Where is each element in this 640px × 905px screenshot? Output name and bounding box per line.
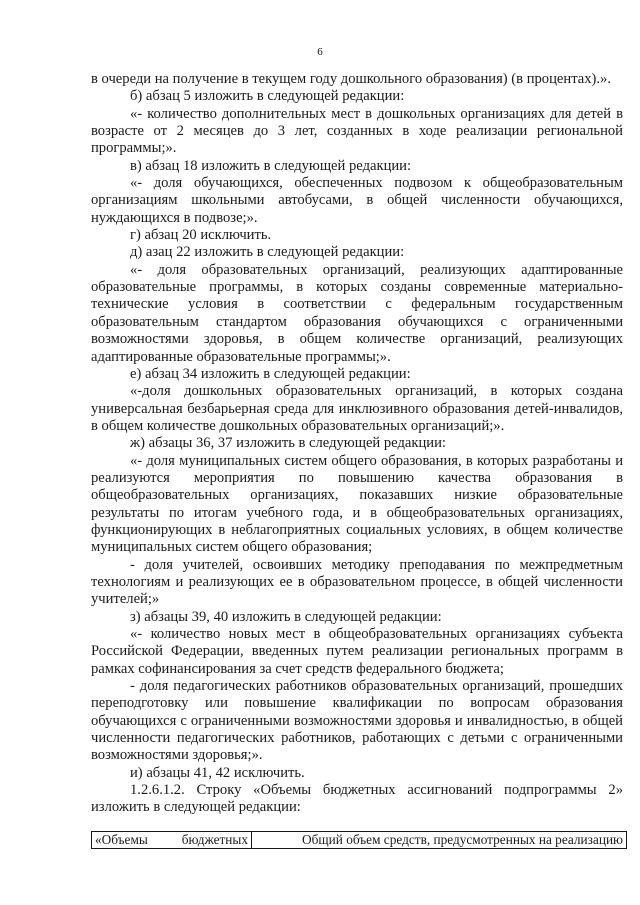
paragraph-5: «- доля обучающихся, обеспеченных подвозом к общеобразовательным организациям школьными автобусами, в общей численности обучающихся, нуждающихся в подвозе;». [91,175,623,226]
table-cell-label [92,832,252,848]
paragraph-18: 1.2.6.1.2. Строку «Объемы бюджетных ассигнований подпрограммы 2» изложить в следующей редакции: [91,782,623,816]
paragraph-15: «- количество новых мест в общеобразовательных организациях субъекта Российской Федерации, введенных путем реализации региональных программ в рамках софинансирования за счет средств федерального бюджета; [91,626,623,677]
paragraph-17: и) абзацы 41, 42 исключить. [130,764,305,781]
paragraph-6: г) абзац 20 исключить. [130,227,272,244]
body-text [91,71,623,817]
paragraph-12: «- доля муниципальных систем общего образования, в которых разработаны и реализуются мероприятия по повышению качества образования в общеобразовательных организациях, показавших низкие образовательные результаты по итогам учебного года, и в общеобразовательных организациях, функционирующих в неблагоприятных социальных условиях, в общем количестве муниципальных систем общего образования; [91,452,623,556]
paragraph-14: з) абзацы 39, 40 изложить в следующей редакции: [130,608,442,625]
budget-table-row [91,831,627,849]
paragraph-8: «- доля образовательных организаций, реализующих адаптированные образовательные программы, в которых созданы современные материально-технические условия в соответствии с федеральным государственным образовательным стандартом образования обучающихся с ограниченными возможностями здоровья, в общем количестве организаций, реализующих адаптированные образовательные программы;». [91,261,623,365]
paragraph-3: «- количество дополнительных мест в дошкольных организациях для детей в возрасте от 2 месяцев до 3 лет, созданных в ходе реализации региональной программы;». [91,105,623,157]
paragraph-2: б) абзац 5 изложить в следующей редакции: [130,88,405,105]
page-number: 6 [317,46,323,58]
table-cell-value: Общий объем средств, предусмотренных на реализацию [302,832,623,847]
paragraph-1: в очереди на получение в текущем году дошкольного образования) (в процентах).». [91,71,611,87]
paragraph-10: «-доля дошкольных образовательных организаций, в которых создана универсальная безбарьерная среда для инклюзивного образования детей-инвалидов, в общем количестве дошкольных образовательных организаций;». [91,383,623,434]
paragraph-13: - доля учителей, освоивших методику преподавания по межпредметным технологиям и реализующих ее в образовательном процессе, в общей численности учителей;» [91,556,623,608]
paragraph-9: е) абзац 34 изложить в следующей редакции: [130,365,411,382]
paragraph-16: - доля педагогических работников образовательных организаций, прошедших переподготовку или повышение квалификации по вопросам образования обучающихся с ограниченными возможностями здоровья и инвалидностью, в общей численности педагогических работников, работающих с детьми с ограниченными возможностями здоровья;». [91,678,623,764]
paragraph-11: ж) абзацы 36, 37 изложить в следующей редакции: [130,435,446,452]
paragraph-4: в) абзац 18 изложить в следующей редакции: [130,157,412,174]
table-label-word-1: «Объемы [95,832,148,847]
paragraph-7: д) азац 22 изложить в следующей редакции: [130,244,405,261]
table-label-word-2: бюджетных [181,832,248,847]
